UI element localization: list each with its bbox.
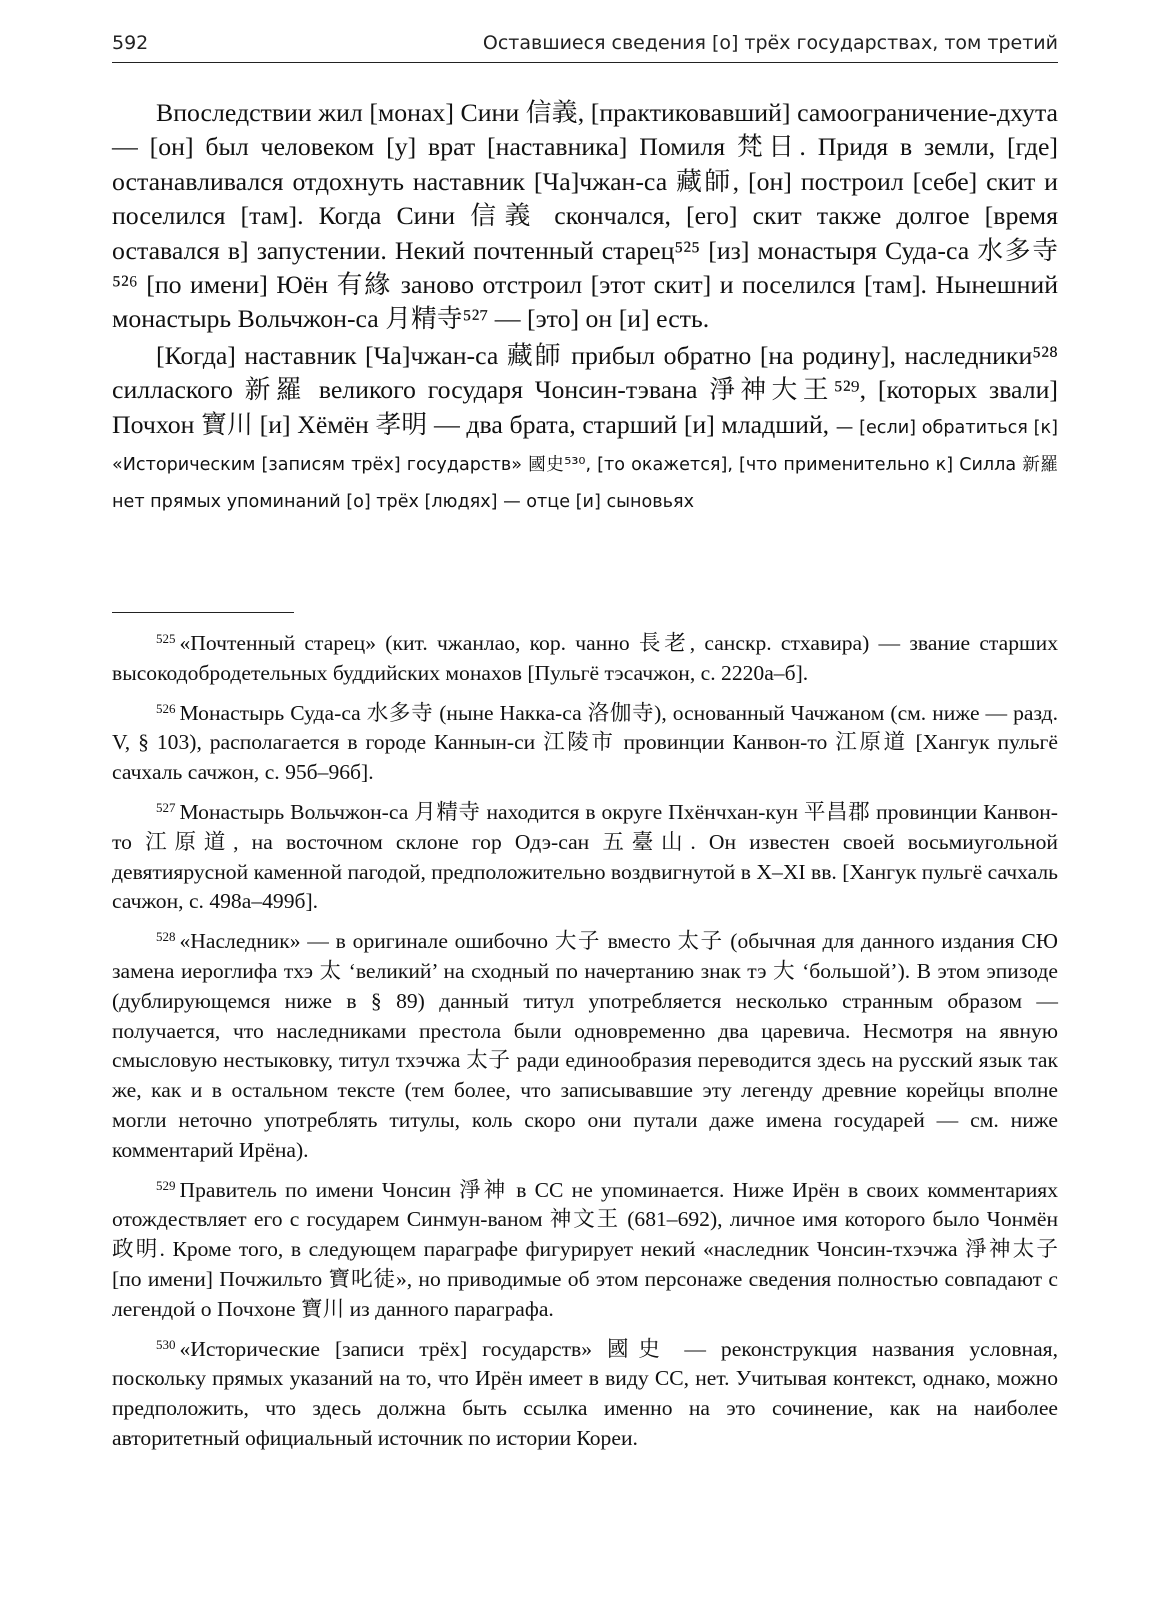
footnote bbox=[112, 694, 1058, 788]
footnote bbox=[112, 624, 1058, 689]
footnote-text: «Наследник» — в оригинале ошибочно 大子 вместо 太子 (обычная для данного издания СЮ замена иероглифа тхэ 太 ‘великий’ на сходный по начертанию знак тэ 大 ‘большой’). В этом эпизоде (дублирующемся ниже в § 89) данный титул употребляется несколько странным образом — получается, что наследниками престола были одновременно два царевича. Несмотря на явную смысловую нестыковку, титул тхэчжа 太子 ради единообразия переводится здесь на русский язык так же, как и в остальном тексте (тем более, что записывавшие эту легенду древние корейцы вполне могли неточно употреблять титулы, коль скоро они путали даже имена государей — см. ниже комментарий Ирёна). bbox=[112, 929, 1058, 1162]
footnotes bbox=[112, 624, 1058, 1459]
running-title: Оставшиеся сведения [о] трёх государствах, том третий bbox=[482, 32, 1058, 54]
main-text bbox=[112, 96, 1058, 520]
footnote-number: 527 bbox=[156, 799, 176, 815]
footnote bbox=[112, 922, 1058, 1165]
footnote-number: 530 bbox=[156, 1336, 176, 1352]
footnote-number: 528 bbox=[156, 929, 176, 945]
page-header bbox=[112, 24, 1058, 63]
main-paragraph-1: Впоследствии жил [монах] Сини 信義, [практиковавший] самоограничение-дхута — [он] был человеком [у] врат [наставника] Помиля 梵日. Придя в земли, [где] останавливался отдохнуть наставник [Ча]чжан-са 藏師, [он] построил [себе] скит и поселился [там]. Когда Сини 信義 скончался, [его] скит также долгое [время оставался в] запустении. Некий почтенный старец⁵²⁵ [из] монастыря Суда-са 水多寺⁵²⁶ [по имени] Юён 有緣 заново отстроил [этот скит] и поселился [там]. Нынешний монастырь Вольчжон-са 月精寺⁵²⁷ — [это] он [и] есть. bbox=[112, 98, 1058, 334]
footnote-text: «Исторические [записи трёх] государств» 國史 — реконструкция названия условная, поскольку прямых указаний на то, что Ирён имеет в виду СС, нет. Учитывая контекст, однако, можно предположить, что здесь должна быть ссылка именно на это сочинение, как на наиболее авторитетный официальный источник по истории Кореи. bbox=[112, 1336, 1058, 1450]
footnote-number: 525 bbox=[156, 631, 176, 646]
footnote bbox=[112, 1171, 1058, 1325]
footnote-text: Монастырь Вольчжон-са 月精寺 находится в округе Пхёнчхан-кун 平昌郡 провинции Канвон-то 江原道, на восточном склоне гор Одэ-сан 五臺山. Он известен своей восьмиугольной девятиярусной каменной пагодой, предположительно воздвигнутой в X–XI вв. [Хангук пульгё сачхаль сачжон, с. 498а–499б]. bbox=[112, 799, 1058, 914]
footnote-text: «Почтенный старец» (кит. чжанлао, кор. чанно 長老, санскр. стхавира) — звание старших высокодобродетельных буддийских монахов [Пульгё тэсачжон, с. 2220а–б]. bbox=[112, 631, 1058, 685]
footnote-number: 529 bbox=[156, 1177, 176, 1193]
main-paragraph-2-sans: — [если] обратиться [к] «Историческим [записям трёх] государств» 國史⁵³⁰, [то окажется], [что применительно к] Силла 新羅 нет прямых упоминаний [о] трёх [людях] — отце [и] сыновьях bbox=[112, 417, 1058, 513]
footnote-text: Правитель по имени Чонсин 淨神 в СС не упоминается. Ниже Ирён в своих комментариях отождествляет его с государем Синмун-ваном 神文王 (681–692), личное имя которого было Чонмён 政明. Кроме того, в следующем параграфе фигурирует некий «наследник Чонсин-тхэчжа 淨神太子 [по имени] Почжильто 寶叱徒», но приводимые об этом персонаже сведения полностью совпадают с легендой о Почхоне 寶川 из данного параграфа. bbox=[112, 1177, 1058, 1321]
footnote bbox=[112, 793, 1058, 917]
main-paragraph-2-serif: [Когда] наставник [Ча]чжан-са 藏師 прибыл обратно [на родину], наследники⁵²⁸ силлаского 新羅 великого государя Чонсин-тэвана 淨神大王⁵²⁹, [которых звали] Почхон 寶川 [и] Хёмён 孝明 — два брата, старший [и] младший, bbox=[112, 340, 1058, 439]
footnote-number: 526 bbox=[156, 700, 176, 716]
page-number: 592 bbox=[112, 32, 149, 54]
main-paragraph-2 bbox=[112, 339, 1058, 520]
footnote-text: Монастырь Суда-са 水多寺 (ныне Накка-са 洛伽寺), основанный Чачжаном (см. ниже — разд. V, § 103), располагается в городе Каннын-си 江陵市 провинции Канвон-то 江原道 [Хангук пульгё сачхаль сачжон, с. 95б–96б]. bbox=[112, 700, 1058, 785]
footnote bbox=[112, 1330, 1058, 1454]
footnote-separator bbox=[112, 612, 294, 613]
